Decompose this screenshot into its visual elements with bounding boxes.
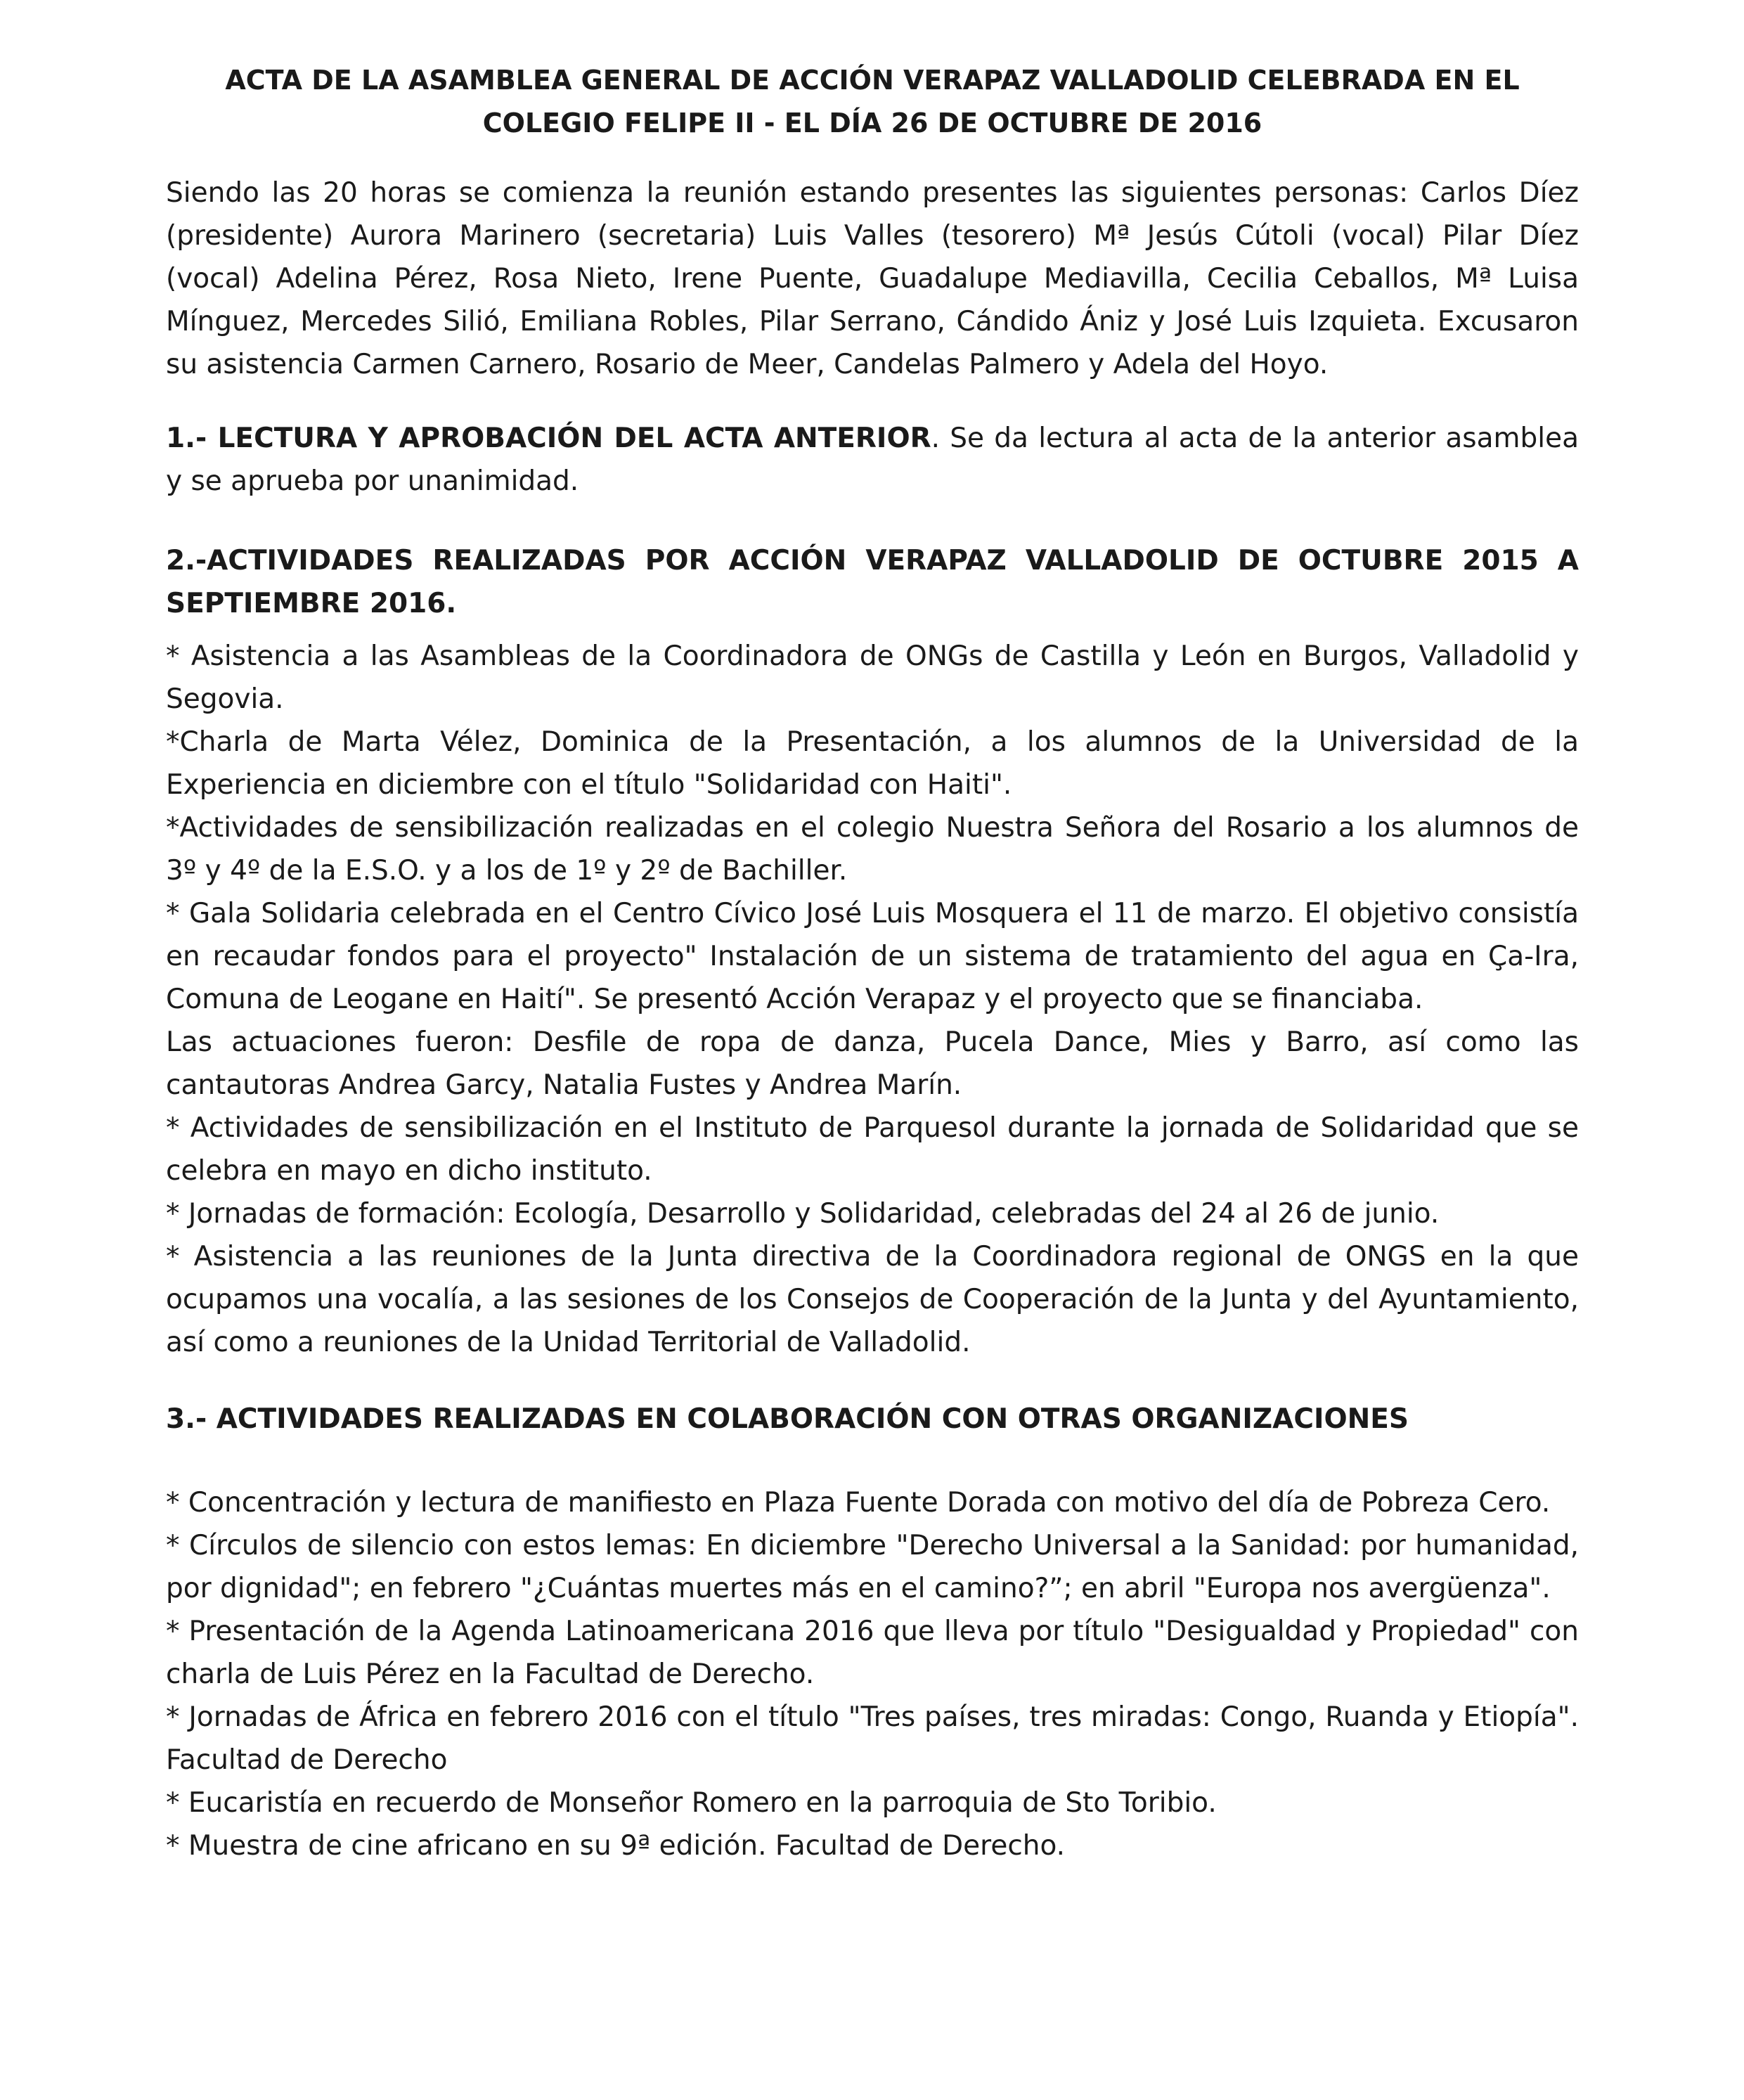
title-line-1: ACTA DE LA ASAMBLEA GENERAL DE ACCIÓN VERAPAZ VALLADOLID CELEBRADA EN EL xyxy=(225,65,1520,96)
section-1-heading: 1.- LECTURA Y APROBACIÓN DEL ACTA ANTERIOR xyxy=(166,423,931,454)
document-title xyxy=(166,59,1579,145)
section-2-heading: 2.-ACTIVIDADES REALIZADAS POR ACCIÓN VERAPAZ VALLADOLID DE OCTUBRE 2015 A SEPTIEMBRE 2016. xyxy=(166,545,1579,619)
list-item: *Actividades de sensibilización realizadas en el colegio Nuestra Señora del Rosario a los alumnos de 3º y 4º de la E.S.O. y a los de 1º y 2º de Bachiller. xyxy=(166,812,1579,887)
list-item: * Concentración y lectura de manifiesto en Plaza Fuente Dorada con motivo del día de Pobreza Cero. xyxy=(166,1487,1551,1519)
list-item: * Eucaristía en recuerdo de Monseñor Romero en la parroquia de Sto Toribio. xyxy=(166,1787,1217,1819)
list-item: * Jornadas de África en febrero 2016 con el título "Tres países, tres miradas: Congo, Ruanda y Etiopía". Facultad de Derecho xyxy=(166,1701,1579,1776)
list-item: * Actividades de sensibilización en el Instituto de Parquesol durante la jornada de Solidaridad que se celebra en mayo en dicho instituto. xyxy=(166,1112,1579,1187)
attendance-paragraph: Siendo las 20 horas se comienza la reunión estando presentes las siguientes personas: Carlos Díez (presidente) Aurora Marinero (secretaria) Luis Valles (tesorero) Mª Jesús Cútoli (vocal) Pilar Díez (vocal) Adelina Pérez, Rosa Nieto, Irene Puente, Guadalupe Mediavilla, Cecilia Ceballos, Mª Luisa Mínguez, Mercedes Silió, Emiliana Robles, Pilar Serrano, Cándido Ániz y José Luis Izquieta. Excusaron su asistencia Carmen Carnero, Rosario de Meer, Candelas Palmero y Adela del Hoyo. xyxy=(166,177,1579,380)
list-item: * Presentación de la Agenda Latinoamericana 2016 que lleva por título "Desigualdad y Propiedad" con charla de Luis Pérez en la Facultad de Derecho. xyxy=(166,1616,1579,1690)
list-item: Las actuaciones fueron: Desfile de ropa de danza, Pucela Dance, Mies y Barro, así como las cantautoras Andrea Garcy, Natalia Fustes y Andrea Marín. xyxy=(166,1026,1579,1101)
section-1-text: . Se da lectura al acta de la anterior asamblea y se aprueba por unanimidad. xyxy=(166,423,1580,497)
list-item: * Asistencia a las Asambleas de la Coordinadora de ONGs de Castilla y León en Burgos, Valladolid y Segovia. xyxy=(166,640,1579,715)
list-item: *Charla de Marta Vélez, Dominica de la Presentación, a los alumnos de la Universidad de la Experiencia en diciembre con el título "Solidaridad con Haiti". xyxy=(166,726,1579,801)
section-2-list xyxy=(166,635,1579,1364)
section-3-list xyxy=(166,1481,1579,1867)
list-item: * Círculos de silencio con estos lemas: En diciembre "Derecho Universal a la Sanidad: por humanidad, por dignidad"; en febrero "¿Cuántas muertes más en el camino?”; en abril "Europa nos avergüenza". xyxy=(166,1530,1579,1604)
list-item: * Jornadas de formación: Ecología, Desarrollo y Solidaridad, celebradas del 24 al 26 de junio. xyxy=(166,1198,1440,1230)
section-1 xyxy=(166,417,1579,503)
section-3-heading: 3.- ACTIVIDADES REALIZADAS EN COLABORACIÓN CON OTRAS ORGANIZACIONES xyxy=(166,1403,1409,1435)
title-line-2: COLEGIO FELIPE II - EL DÍA 26 DE OCTUBRE DE 2016 xyxy=(482,108,1262,139)
list-item: * Gala Solidaria celebrada en el Centro Cívico José Luis Mosquera el 11 de marzo. El objetivo consistía en recaudar fondos para el proyecto" Instalación de un sistema de tratamiento del agua en Ça-Ira, Comuna de Leogane en Haití". Se presentó Acción Verapaz y el proyecto que se financiaba. xyxy=(166,898,1579,1015)
list-item: * Muestra de cine africano en su 9ª edición. Facultad de Derecho. xyxy=(166,1830,1066,1862)
list-item: * Asistencia a las reuniones de la Junta directiva de la Coordinadora regional de ONGS en la que ocupamos una vocalía, a las sesiones de los Consejos de Cooperación de la Junta y del Ayuntamiento, así como a reuniones de la Unidad Territorial de Valladolid. xyxy=(166,1241,1579,1358)
document-page xyxy=(166,59,1579,1867)
